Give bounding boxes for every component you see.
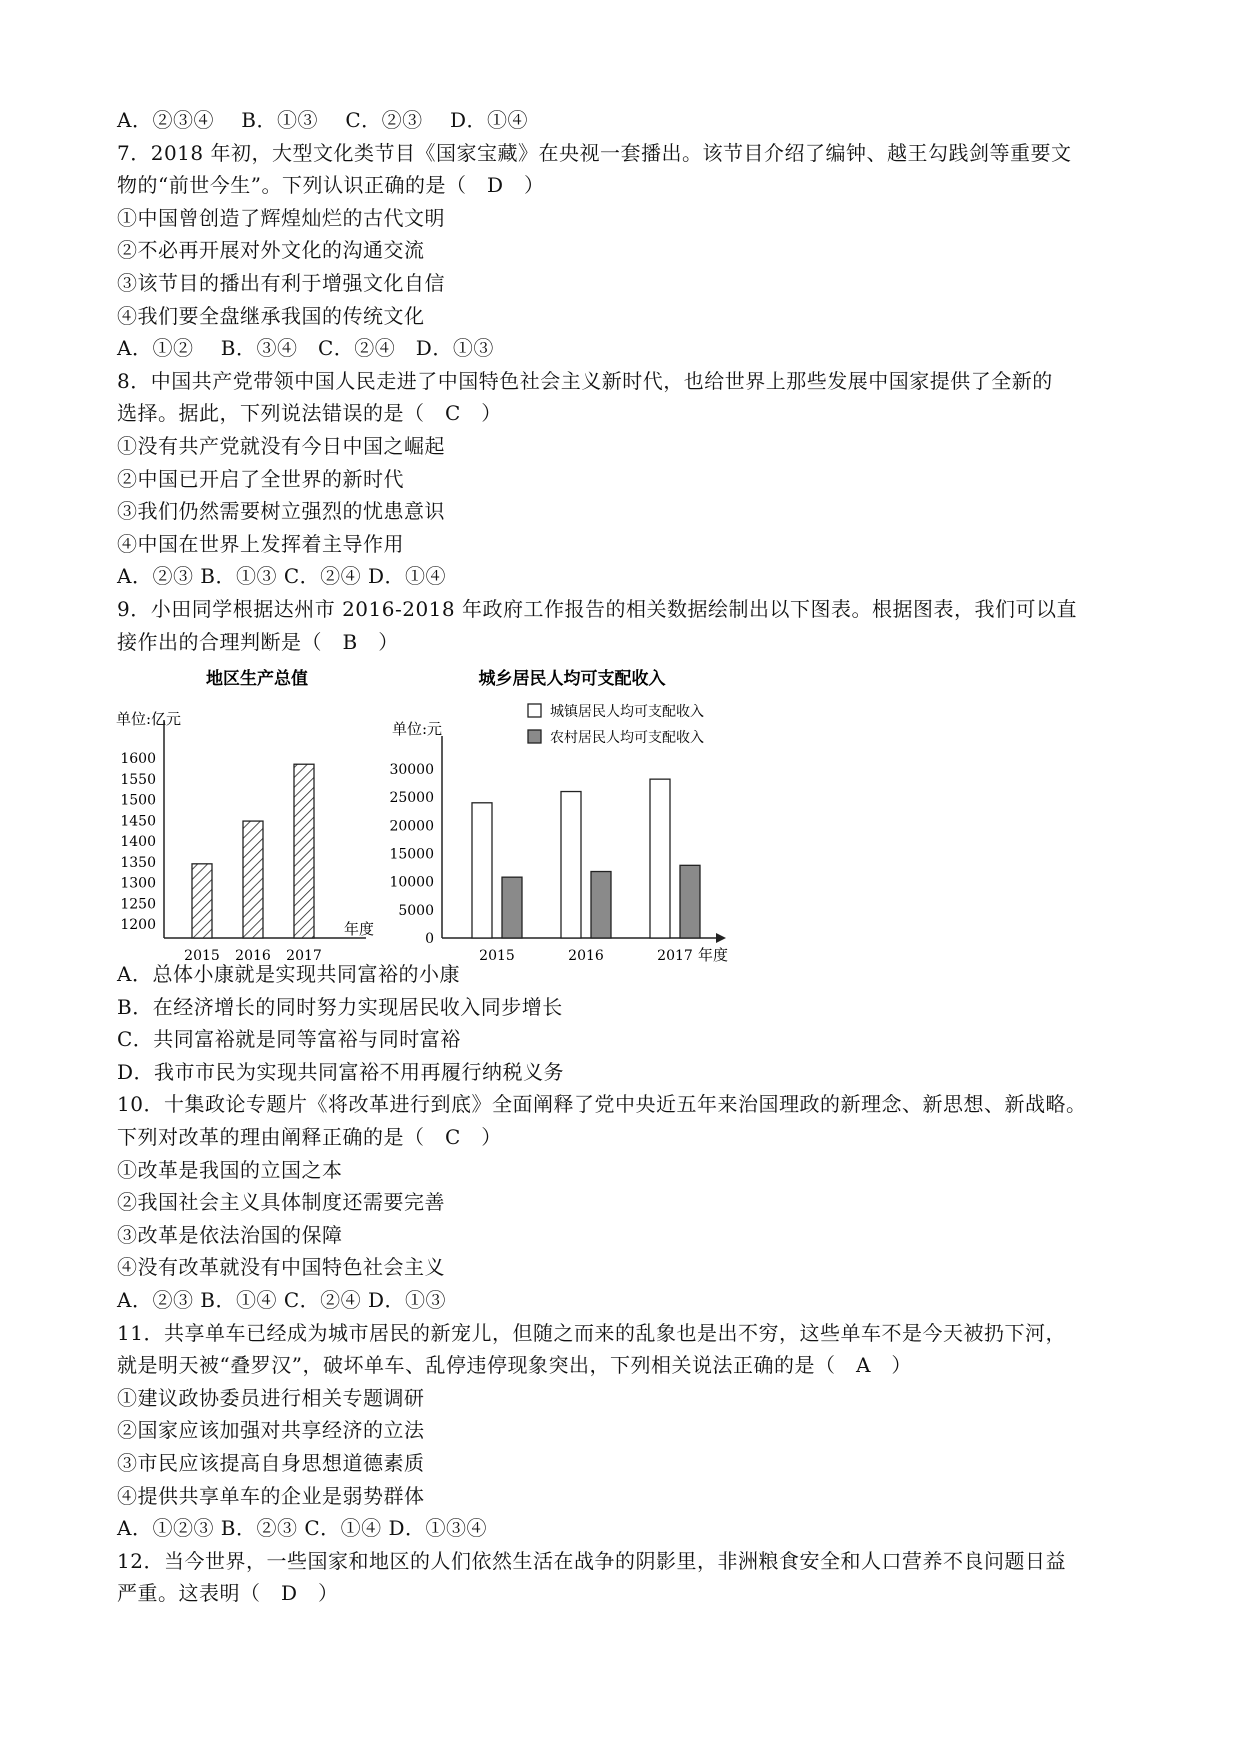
- text-line: A．②③ B．①④ C．②④ D．①③: [117, 1288, 447, 1312]
- text-line: 7．2018 年初，大型文化类节目《国家宝藏》在央视一套播出。该节目介绍了编钟、越王勾践剑等重要文: [117, 140, 1072, 165]
- urban-income-bar: [650, 779, 670, 938]
- text-line: C．共同富裕就是同等富裕与同时富裕: [117, 1027, 461, 1052]
- text-line: A．总体小康就是实现共同富裕的小康: [117, 962, 460, 986]
- income-chart-title: 城乡居民人均可支配收入: [478, 669, 666, 689]
- legend-label-rural: 农村居民人均可支配收入: [550, 730, 704, 746]
- text-line: D．我市市民为实现共同富裕不用再履行纳税义务: [117, 1059, 565, 1084]
- gdp-chart-x-label: 年度: [344, 920, 375, 938]
- income-x-tick-label: 2015: [479, 948, 515, 964]
- text-line: 12．当今世界，一些国家和地区的人们依然生活在战争的阴影里，非洲粮食安全和人口营养不良问题日益: [117, 1548, 1066, 1573]
- text-line: ④我们要全盘继承我国的传统文化: [117, 303, 425, 328]
- income-y-tick-label: 0: [425, 931, 434, 947]
- chart-figure: [112, 662, 832, 968]
- urban-income-bar: [561, 792, 581, 938]
- gdp-chart-unit-label: 单位:亿元: [116, 710, 182, 728]
- income-y-tick-label: 5000: [398, 902, 434, 919]
- legend-label-urban: 城镇居民人均可支配收入: [550, 704, 704, 720]
- gdp-bar: [192, 864, 212, 938]
- rural-income-bar: [502, 877, 522, 938]
- text-line: 接作出的合理判断是（ B ）: [117, 629, 399, 654]
- charts-svg: [112, 662, 832, 968]
- income-chart: [389, 668, 728, 964]
- income-y-tick-label: 10000: [389, 874, 434, 891]
- text-line: ②不必再开展对外文化的沟通交流: [117, 238, 425, 263]
- gdp-y-tick-label: 1400: [120, 834, 156, 850]
- income-chart-x-label: 年度: [698, 946, 729, 964]
- text-line: A．②③ B．①③ C．②④ D．①④: [117, 564, 447, 589]
- gdp-y-tick-label: 1250: [120, 896, 156, 913]
- gdp-y-tick-label: 1200: [120, 917, 156, 933]
- text-line: 8．中国共产党带领中国人民走进了中国特色社会主义新时代，也给世界上那些发展中国家提供了全新的: [117, 368, 1053, 393]
- text-line: 就是明天被“叠罗汉”，破坏单车、乱停违停现象突出，下列相关说法正确的是（ A ）: [117, 1353, 912, 1378]
- text-line: ④提供共享单车的企业是弱势群体: [117, 1483, 425, 1508]
- text-line: ③改革是依法治国的保障: [117, 1222, 343, 1247]
- income-y-tick-label: 20000: [389, 818, 434, 835]
- text-line: 物的“前世今生”。下列认识正确的是（ D ）: [117, 173, 545, 198]
- text-line: B．在经济增长的同时努力实现居民收入同步增长: [117, 994, 563, 1019]
- gdp-x-tick-label: 2017: [286, 948, 322, 964]
- legend-swatch-urban: [528, 704, 541, 717]
- rural-income-bar: [591, 872, 611, 938]
- text-line: A．①②③ B．②③ C．①④ D．①③④: [117, 1516, 488, 1541]
- income-x-tick-label: 2017: [657, 948, 693, 964]
- text-line: ④没有改革就没有中国特色社会主义: [117, 1255, 445, 1280]
- text-line: ①改革是我国的立国之本: [117, 1157, 343, 1182]
- gdp-y-tick-label: 1500: [120, 792, 156, 809]
- text-line: 下列对改革的理由阐释正确的是（ C ）: [117, 1125, 502, 1149]
- gdp-chart-title: 地区生产总值: [206, 669, 308, 689]
- income-y-tick-label: 15000: [389, 846, 434, 863]
- income-x-tick-label: 2016: [568, 948, 604, 964]
- gdp-bar: [243, 821, 263, 938]
- rural-income-bar: [680, 865, 700, 938]
- gdp-y-tick-label: 1550: [120, 771, 156, 788]
- legend-swatch-rural: [528, 730, 541, 743]
- text-line: 11．共享单车已经成为城市居民的新宠儿，但随之而来的乱象也是出不穷，这些单车不是今天被扔下河，: [117, 1320, 1066, 1345]
- text-line: ③市民应该提高自身思想道德素质: [117, 1451, 425, 1475]
- income-y-tick-label: 30000: [389, 762, 434, 778]
- gdp-y-tick-label: 1450: [120, 813, 156, 830]
- text-line: ④中国在世界上发挥着主导作用: [117, 531, 404, 556]
- gdp-x-tick-label: 2015: [184, 948, 220, 964]
- text-line: ②中国已开启了全世界的新时代: [117, 466, 404, 491]
- text-line: ③该节目的播出有利于增强文化自信: [117, 271, 445, 295]
- gdp-y-tick-label: 1350: [120, 854, 156, 871]
- text-line: ①中国曾创造了辉煌灿烂的古代文明: [117, 205, 445, 230]
- text-line: ③我们仍然需要树立强烈的忧患意识: [117, 499, 445, 524]
- income-y-tick-label: 25000: [389, 790, 434, 807]
- urban-income-bar: [472, 803, 492, 938]
- income-chart-unit-label: 单位:元: [392, 720, 443, 738]
- income-chart-x-arrow: [716, 933, 726, 943]
- text-line: ①建议政协委员进行相关专题调研: [117, 1385, 425, 1410]
- text-line: ②我国社会主义具体制度还需要完善: [117, 1190, 445, 1215]
- gdp-x-tick-label: 2016: [235, 948, 271, 964]
- text-line: 选择。据此，下列说法错误的是（ C ）: [117, 401, 502, 426]
- text-line: ①没有共产党就没有今日中国之崛起: [117, 434, 445, 458]
- gdp-chart: [116, 668, 374, 964]
- text-line: A．②③④ B．①③ C．②③ D．①④: [117, 108, 529, 132]
- text-line: ②国家应该加强对共享经济的立法: [117, 1418, 425, 1443]
- text-line: 9．小田同学根据达州市 2016-2018 年政府工作报告的相关数据绘制出以下图表。根据图表，我们可以直: [117, 597, 1077, 621]
- text-line: 严重。这表明（ D ）: [117, 1581, 339, 1606]
- text-line: 10．十集政论专题片《将改革进行到底》全面阐释了党中央近五年来治国理政的新理念、新思想、新战略。: [117, 1092, 1087, 1117]
- gdp-y-tick-label: 1600: [120, 751, 156, 767]
- gdp-y-tick-label: 1300: [120, 875, 156, 892]
- gdp-bar: [294, 764, 314, 938]
- text-line: A．①② B．③④ C．②④ D．①③: [117, 336, 494, 361]
